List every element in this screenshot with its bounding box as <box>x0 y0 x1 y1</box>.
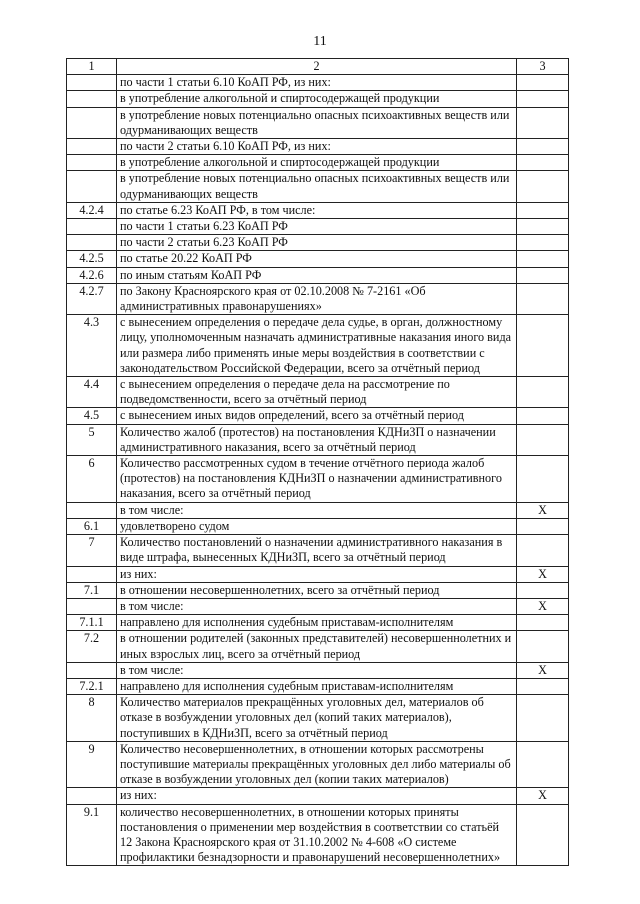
row-mark <box>517 456 569 503</box>
report-table <box>66 58 569 866</box>
table-row <box>67 377 569 408</box>
row-number: 4.2.6 <box>67 267 117 283</box>
row-description: направлено для исполнения судебным приставам-исполнителям <box>117 615 517 631</box>
row-mark <box>517 424 569 455</box>
table-row <box>67 535 569 566</box>
row-number <box>67 788 117 804</box>
table-row <box>67 139 569 155</box>
row-mark <box>517 408 569 424</box>
row-mark <box>517 741 569 788</box>
row-mark <box>517 615 569 631</box>
row-description: Количество постановлений о назначении административного наказания в виде штрафа, вынесенных КДНиЗП, всего за отчётный период <box>117 535 517 566</box>
row-description: с вынесением определения о передаче дела судье, в орган, должностному лицу, уполномоченным назначать административные наказания иного вида или размера либо применять иные меры воздействия в соответствии с законодательством Российской Федерации, всего за отчётный период <box>117 315 517 377</box>
row-number <box>67 219 117 235</box>
row-number: 4.3 <box>67 315 117 377</box>
row-number: 7.1.1 <box>67 615 117 631</box>
row-number: 4.2.7 <box>67 283 117 314</box>
row-mark <box>517 804 569 866</box>
row-mark: X <box>517 662 569 678</box>
row-number: 4.5 <box>67 408 117 424</box>
table-row <box>67 566 569 582</box>
row-description: удовлетворено судом <box>117 518 517 534</box>
table-row <box>67 171 569 202</box>
row-number: 4.2.5 <box>67 251 117 267</box>
row-number <box>67 155 117 171</box>
row-mark <box>517 283 569 314</box>
table-row <box>67 267 569 283</box>
row-description: в употребление новых потенциально опасных психоактивных веществ или одурманивающих веществ <box>117 171 517 202</box>
row-mark: X <box>517 788 569 804</box>
row-description: в том числе: <box>117 598 517 614</box>
header-col-1: 1 <box>67 59 117 75</box>
row-number: 7.2.1 <box>67 678 117 694</box>
row-number <box>67 566 117 582</box>
row-mark: X <box>517 566 569 582</box>
table-row <box>67 615 569 631</box>
row-number: 9.1 <box>67 804 117 866</box>
row-mark <box>517 139 569 155</box>
table-row <box>67 631 569 662</box>
row-number <box>67 107 117 138</box>
row-mark <box>517 202 569 218</box>
row-mark <box>517 171 569 202</box>
row-number <box>67 139 117 155</box>
table-row <box>67 788 569 804</box>
row-description: по статье 20.22 КоАП РФ <box>117 251 517 267</box>
row-description: в отношении несовершеннолетних, всего за отчётный период <box>117 582 517 598</box>
header-col-2: 2 <box>117 59 517 75</box>
row-mark <box>517 518 569 534</box>
row-number: 5 <box>67 424 117 455</box>
row-description: Количество жалоб (протестов) на постановления КДНиЗП о назначении административного наказания, всего за отчётный период <box>117 424 517 455</box>
row-number <box>67 91 117 107</box>
row-mark <box>517 91 569 107</box>
row-description: в отношении родителей (законных представителей) несовершеннолетних и иных взрослых лиц, всего за отчётный период <box>117 631 517 662</box>
row-description: по иным статьям КоАП РФ <box>117 267 517 283</box>
row-description: направлено для исполнения судебным приставам-исполнителям <box>117 678 517 694</box>
row-description: по статье 6.23 КоАП РФ, в том числе: <box>117 202 517 218</box>
row-number: 7.1 <box>67 582 117 598</box>
table-row <box>67 283 569 314</box>
table-row <box>67 155 569 171</box>
table-row <box>67 424 569 455</box>
row-number: 9 <box>67 741 117 788</box>
row-number <box>67 598 117 614</box>
row-mark <box>517 535 569 566</box>
row-mark <box>517 678 569 694</box>
row-number <box>67 502 117 518</box>
table-row <box>67 202 569 218</box>
header-row <box>67 59 569 75</box>
table-row <box>67 91 569 107</box>
row-description: по части 1 статьи 6.23 КоАП РФ <box>117 219 517 235</box>
row-mark <box>517 267 569 283</box>
table-row <box>67 251 569 267</box>
header-col-3: 3 <box>517 59 569 75</box>
row-description: в употребление алкогольной и спиртосодержащей продукции <box>117 155 517 171</box>
row-mark <box>517 631 569 662</box>
table-row <box>67 456 569 503</box>
table-row <box>67 678 569 694</box>
table-row <box>67 408 569 424</box>
row-description: по Закону Красноярского края от 02.10.2008 № 7-2161 «Об административных правонарушениях» <box>117 283 517 314</box>
row-description: по части 2 статьи 6.23 КоАП РФ <box>117 235 517 251</box>
row-description: из них: <box>117 566 517 582</box>
row-mark <box>517 315 569 377</box>
row-description: по части 2 статьи 6.10 КоАП РФ, из них: <box>117 139 517 155</box>
row-mark <box>517 377 569 408</box>
table-row <box>67 695 569 742</box>
table-row <box>67 502 569 518</box>
row-description: в употребление новых потенциально опасных психоактивных веществ или одурманивающих веществ <box>117 107 517 138</box>
table-row <box>67 518 569 534</box>
row-number <box>67 235 117 251</box>
table-row <box>67 219 569 235</box>
row-description: в употребление алкогольной и спиртосодержащей продукции <box>117 91 517 107</box>
table-row <box>67 662 569 678</box>
row-description: Количество рассмотренных судом в течение отчётного периода жалоб (протестов) на постановления КДНиЗП о назначении административного наказания, всего за отчётный период <box>117 456 517 503</box>
row-number: 4.4 <box>67 377 117 408</box>
row-mark: X <box>517 598 569 614</box>
row-mark <box>517 155 569 171</box>
row-description: Количество несовершеннолетних, в отношении которых рассмотрены поступившие материалы прекращённых уголовных дел либо материалы об отказе в возбуждении уголовных дел (копии таких материалов) <box>117 741 517 788</box>
row-description: Количество материалов прекращённых уголовных дел, материалов об отказе в возбуждении уголовных дел (копий таких материалов), поступивших в КДНиЗП, всего за отчётный период <box>117 695 517 742</box>
table-row <box>67 741 569 788</box>
row-mark <box>517 75 569 91</box>
page-number: 11 <box>313 34 327 49</box>
table-row <box>67 235 569 251</box>
row-number: 7.2 <box>67 631 117 662</box>
table-row <box>67 75 569 91</box>
row-mark <box>517 695 569 742</box>
row-number <box>67 662 117 678</box>
row-description: в том числе: <box>117 662 517 678</box>
row-number: 8 <box>67 695 117 742</box>
row-description: количество несовершеннолетних, в отношении которых приняты постановления о применении мер воздействия в соответствии со статьёй 12 Закона Красноярского края от 31.10.2002 № 4-608 «О системе профилактики безнадзорности и правонарушений несовершеннолетних» <box>117 804 517 866</box>
table-row <box>67 804 569 866</box>
row-mark <box>517 235 569 251</box>
table-row <box>67 315 569 377</box>
row-mark <box>517 107 569 138</box>
row-number: 6.1 <box>67 518 117 534</box>
table-row <box>67 107 569 138</box>
row-mark: X <box>517 502 569 518</box>
table-row <box>67 582 569 598</box>
row-mark <box>517 582 569 598</box>
row-description: с вынесением определения о передаче дела на рассмотрение по подведомственности, всего за отчётный период <box>117 377 517 408</box>
row-description: по части 1 статьи 6.10 КоАП РФ, из них: <box>117 75 517 91</box>
row-number <box>67 171 117 202</box>
row-number <box>67 75 117 91</box>
table-row <box>67 598 569 614</box>
row-description: с вынесением иных видов определений, всего за отчётный период <box>117 408 517 424</box>
row-number: 4.2.4 <box>67 202 117 218</box>
row-description: из них: <box>117 788 517 804</box>
row-number: 6 <box>67 456 117 503</box>
row-mark <box>517 251 569 267</box>
row-mark <box>517 219 569 235</box>
row-number: 7 <box>67 535 117 566</box>
row-description: в том числе: <box>117 502 517 518</box>
